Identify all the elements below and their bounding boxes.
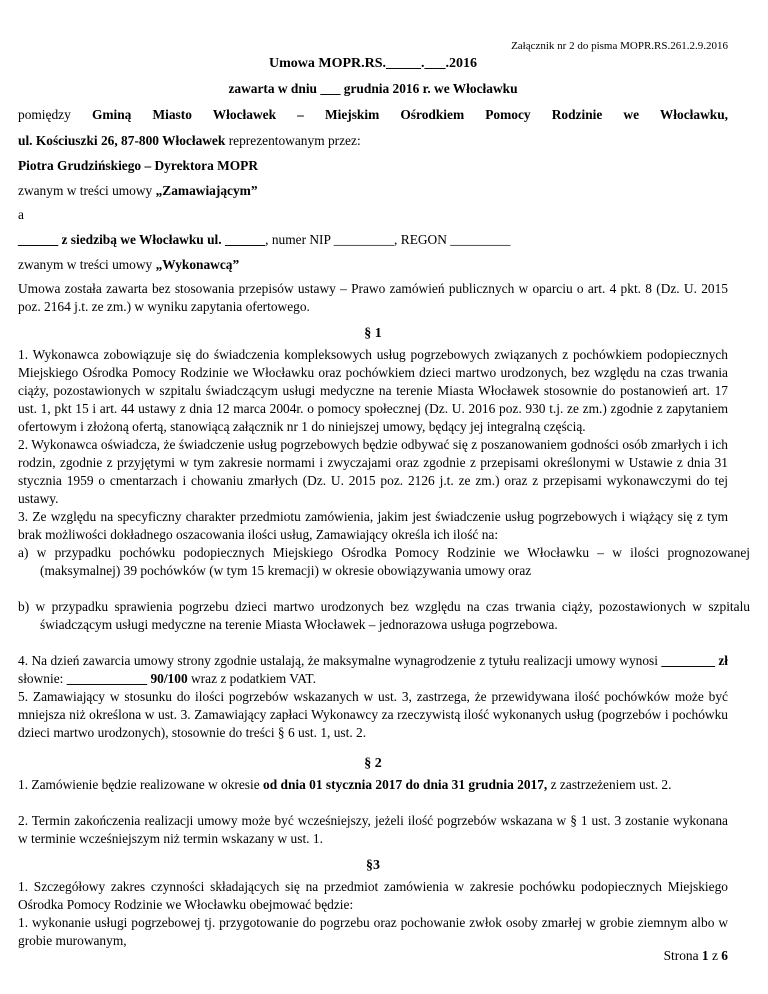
s1-point-1: 1. Wykonawca zobowiązuje się do świadczenia kompleksowych usług pogrzebowych związanych z pochówkiem podopiecznych Miejskiego Ośrodka Pomocy Rodzinie we Włocławku oraz pochówkiem dzieci martwo urodzonych, bez względu na czas trwania ciąży, pozostawionych w szpitalu świadczącym usługi medyczne na terenie Miasta Włocławek stosownie do postanowień art. 17 ust. 1, pkt 15 i art. 44 ustawy z dnia 12 marca 2004r. o pomocy społecznej (Dz. U. 2016 poz. 930 t.j. ze zm.) zgodnie z zapytaniem ofertowym i złożoną ofertą, stanowiącą załącznik nr 1 do niniejszej umowy, będący jej integralną częścią. — [18, 347, 728, 434]
legal-basis: Umowa została zawarta bez stosowania przepisów ustawy – Prawo zamówień publicznych w oparciu o art. 4 pkt. 8 (Dz. U. 2015 poz. 2164 j.t. ze zm.) w wyniku zapytania ofertowego. — [18, 281, 728, 314]
contractor-line: ______ z siedzibą we Włocławku ul. ______, numer NIP _________, REGON _________ — [18, 232, 511, 247]
conclusion-line: zawarta w dniu ___ grudnia 2016 r. we Włocławku — [228, 81, 518, 96]
parties-address: ul. Kościuszki 26, 87-800 Włocławek reprezentowanym przez: — [18, 133, 361, 148]
contractor-designation: zwanym w treści umowy „Wykonawcą” — [18, 257, 240, 272]
annex-note: Załącznik nr 2 do pisma MOPR.RS.261.2.9.2016 — [511, 40, 728, 52]
s1-point-5: 5. Zamawiający w stosunku do ilości pogrzebów wskazanych w ust. 3, zastrzega, że przewidywana ilość pochówków może być mniejsza niż określona w ust. 3. Zamawiający zapłaci Wykonawcy za rzeczywistą ilość wykonanych usług (pogrzebów i pochówku dzieci martwo urodzonych), stosownie do treści § 6 ust. 1, ust. 2. — [18, 689, 728, 740]
s1-point-3b: b) w przypadku sprawienia pogrzebu dzieci martwo urodzonych bez względu na czas trwania ciąży, pozostawionych w szpitalu świadczącym usługi medyczne na terenie Miasta Włocławek – jednorazowa usługa pogrzebowa. — [18, 599, 750, 632]
s3-point-1: 1. Szczegółowy zakres czynności składających się na przedmiot zamówienia w zakresie pochówku podopiecznych Miejskiego Ośrodka Pomocy Rodzinie we Włocławku obejmować będzie: — [18, 879, 728, 912]
s1-point-3a: a) w przypadku pochówku podopiecznych Miejskiego Ośrodka Pomocy Rodzinie we Włocławku – w ilości prognozowanej (maksymalnej) 39 pochówków (w tym 15 kremacji) w okresie obowiązywania umowy oraz — [18, 545, 750, 578]
client-designation: zwanym w treści umowy „Zamawiającym” — [18, 183, 258, 198]
s1-point-2: 2. Wykonawca oświadcza, że świadczenie usług pogrzebowych będzie odbywać się z poszanowaniem godności osób zmarłych i ich rodzin, zgodnie z przyjętymi w tym zakresie normami i zwyczajami oraz zgodnie z przepisami określonymi w Ustawie z dnia 31 stycznia 1959 o cmentarzach i chowaniu zmarłych (Dz. U. 2015 poz. 2126 j.t. ze zm.) oraz z przepisami wykonawczymi do tej ustawy. — [18, 437, 728, 506]
s3-point-1-1: 1. wykonanie usługi pogrzebowej tj. przygotowanie do pogrzebu oraz pochowanie zwłok osoby zmarłej w grobie ziemnym albo w grobie murowanym, — [18, 915, 728, 948]
and-word: a — [18, 207, 24, 222]
contract-title: Umowa MOPR.RS._____.___.2016 — [268, 56, 478, 71]
page-footer: Strona 1 z 6 — [663, 948, 728, 963]
s2-point-2: 2. Termin zakończenia realizacji umowy może być wcześniejszy, jeżeli ilość pogrzebów wskazana w § 1 ust. 3 zostanie wykonana w terminie wcześniejszym niż termin wskazany w ust. 1. — [18, 813, 728, 846]
s1-point-4: 4. Na dzień zawarcia umowy strony zgodnie ustalają, że maksymalne wynagrodzenie z tytułu realizacji umowy wynosi ________ zł słownie: ____________ 90/100 wraz z podatkiem VAT. — [18, 653, 729, 686]
director-line: Piotra Grudzińskiego – Dyrektora MOPR — [18, 158, 259, 173]
section-2-heading: § 2 — [364, 756, 382, 771]
s1-point-3: 3. Ze względu na specyficzny charakter przedmiotu zamówienia, jakim jest świadczenie usług pogrzebowych i wiążący się z tym brak możliwości dokładnego oszacowania ilości usług, Zamawiający określa ich ilość na: — [18, 509, 728, 542]
parties-between: pomiędzy Gminą Miasto Włocławek – Miejskim Ośrodkiem Pomocy Rodzinie we Włocławku, — [18, 107, 728, 122]
section-3-heading: §3 — [366, 858, 380, 873]
section-1-heading: § 1 — [364, 326, 382, 341]
s2-point-1: 1. Zamówienie będzie realizowane w okresie od dnia 01 stycznia 2017 do dnia 31 grudnia 2017, z zastrzeżeniem ust. 2. — [18, 777, 672, 792]
